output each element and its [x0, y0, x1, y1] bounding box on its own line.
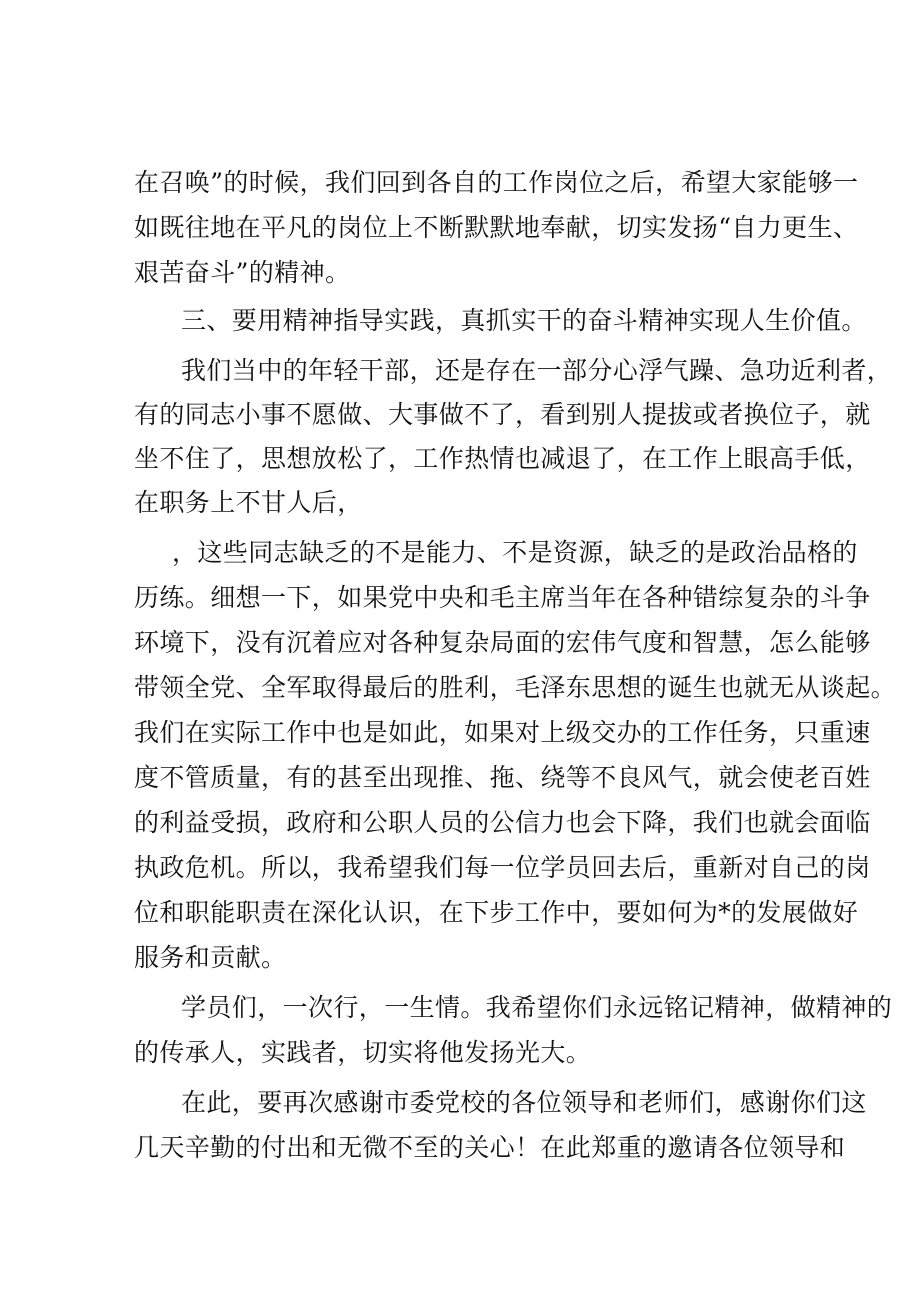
text-line: 服务和贡献。 — [134, 943, 287, 972]
text-line: 几天辛勤的付出和无微不至的关心！在此郑重的邀请各位领导和 — [134, 1133, 846, 1162]
text-line: 在召唤”的时候，我们回到各自的工作岗位之后，希望大家能够一 — [134, 168, 859, 197]
text-line: 在此，要再次感谢市委党校的各位领导和老师们，感谢你们这 — [181, 1088, 867, 1117]
text-line: 如既往地在平凡的岗位上不断默默地奉献，切实发扬“自力更生、 — [134, 213, 859, 242]
text-line: 我们在实际工作中也是如此，如果对上级交办的工作任务，只重速 — [134, 718, 871, 747]
text-line: ，这些同志缺乏的不是能力、不是资源，缺乏的是政治品格的 — [172, 538, 858, 567]
text-line: 度不管质量，有的甚至出现推、拖、绕等不良风气，就会使老百姓 — [134, 763, 871, 792]
text-line: 环境下，没有沉着应对各种复杂局面的宏伟气度和智慧，怎么能够 — [134, 628, 871, 657]
text-line: 带领全党、全军取得最后的胜利，毛泽东思想的诞生也就无从谈起。 — [134, 673, 897, 702]
text-line: 历练。细想一下，如果党中央和毛主席当年在各种错综复杂的斗争 — [134, 583, 871, 612]
text-line: 学员们，一次行，一生情。我希望你们永远铭记精神，做精神的 — [181, 993, 893, 1022]
text-line: 坐不住了，思想放松了，工作热情也减退了，在工作上眼高手低， — [134, 444, 871, 473]
text-line: 的传承人，实践者，切实将他发扬光大。 — [134, 1038, 592, 1067]
text-line: 位和职能职责在深化认识，在下步工作中，要如何为*的发展做好 — [134, 898, 859, 927]
section-heading: 三、要用精神指导实践，真抓实干的奋斗精神实现人生价值。 — [181, 306, 867, 335]
text-line: 的利益受损，政府和公职人员的公信力也会下降，我们也就会面临 — [134, 808, 871, 837]
text-line: 艰苦奋斗”的精神。 — [134, 258, 351, 287]
text-line: 执政危机。所以，我希望我们每一位学员回去后，重新对自己的岗 — [134, 853, 871, 882]
text-line: 在职务上不甘人后， — [134, 488, 363, 517]
text-line: 有的同志小事不愿做、大事做不了，看到别人提拔或者换位子，就 — [134, 400, 871, 429]
text-line: 我们当中的年轻干部，还是存在一部分心浮气躁、急功近利者， — [181, 356, 893, 385]
